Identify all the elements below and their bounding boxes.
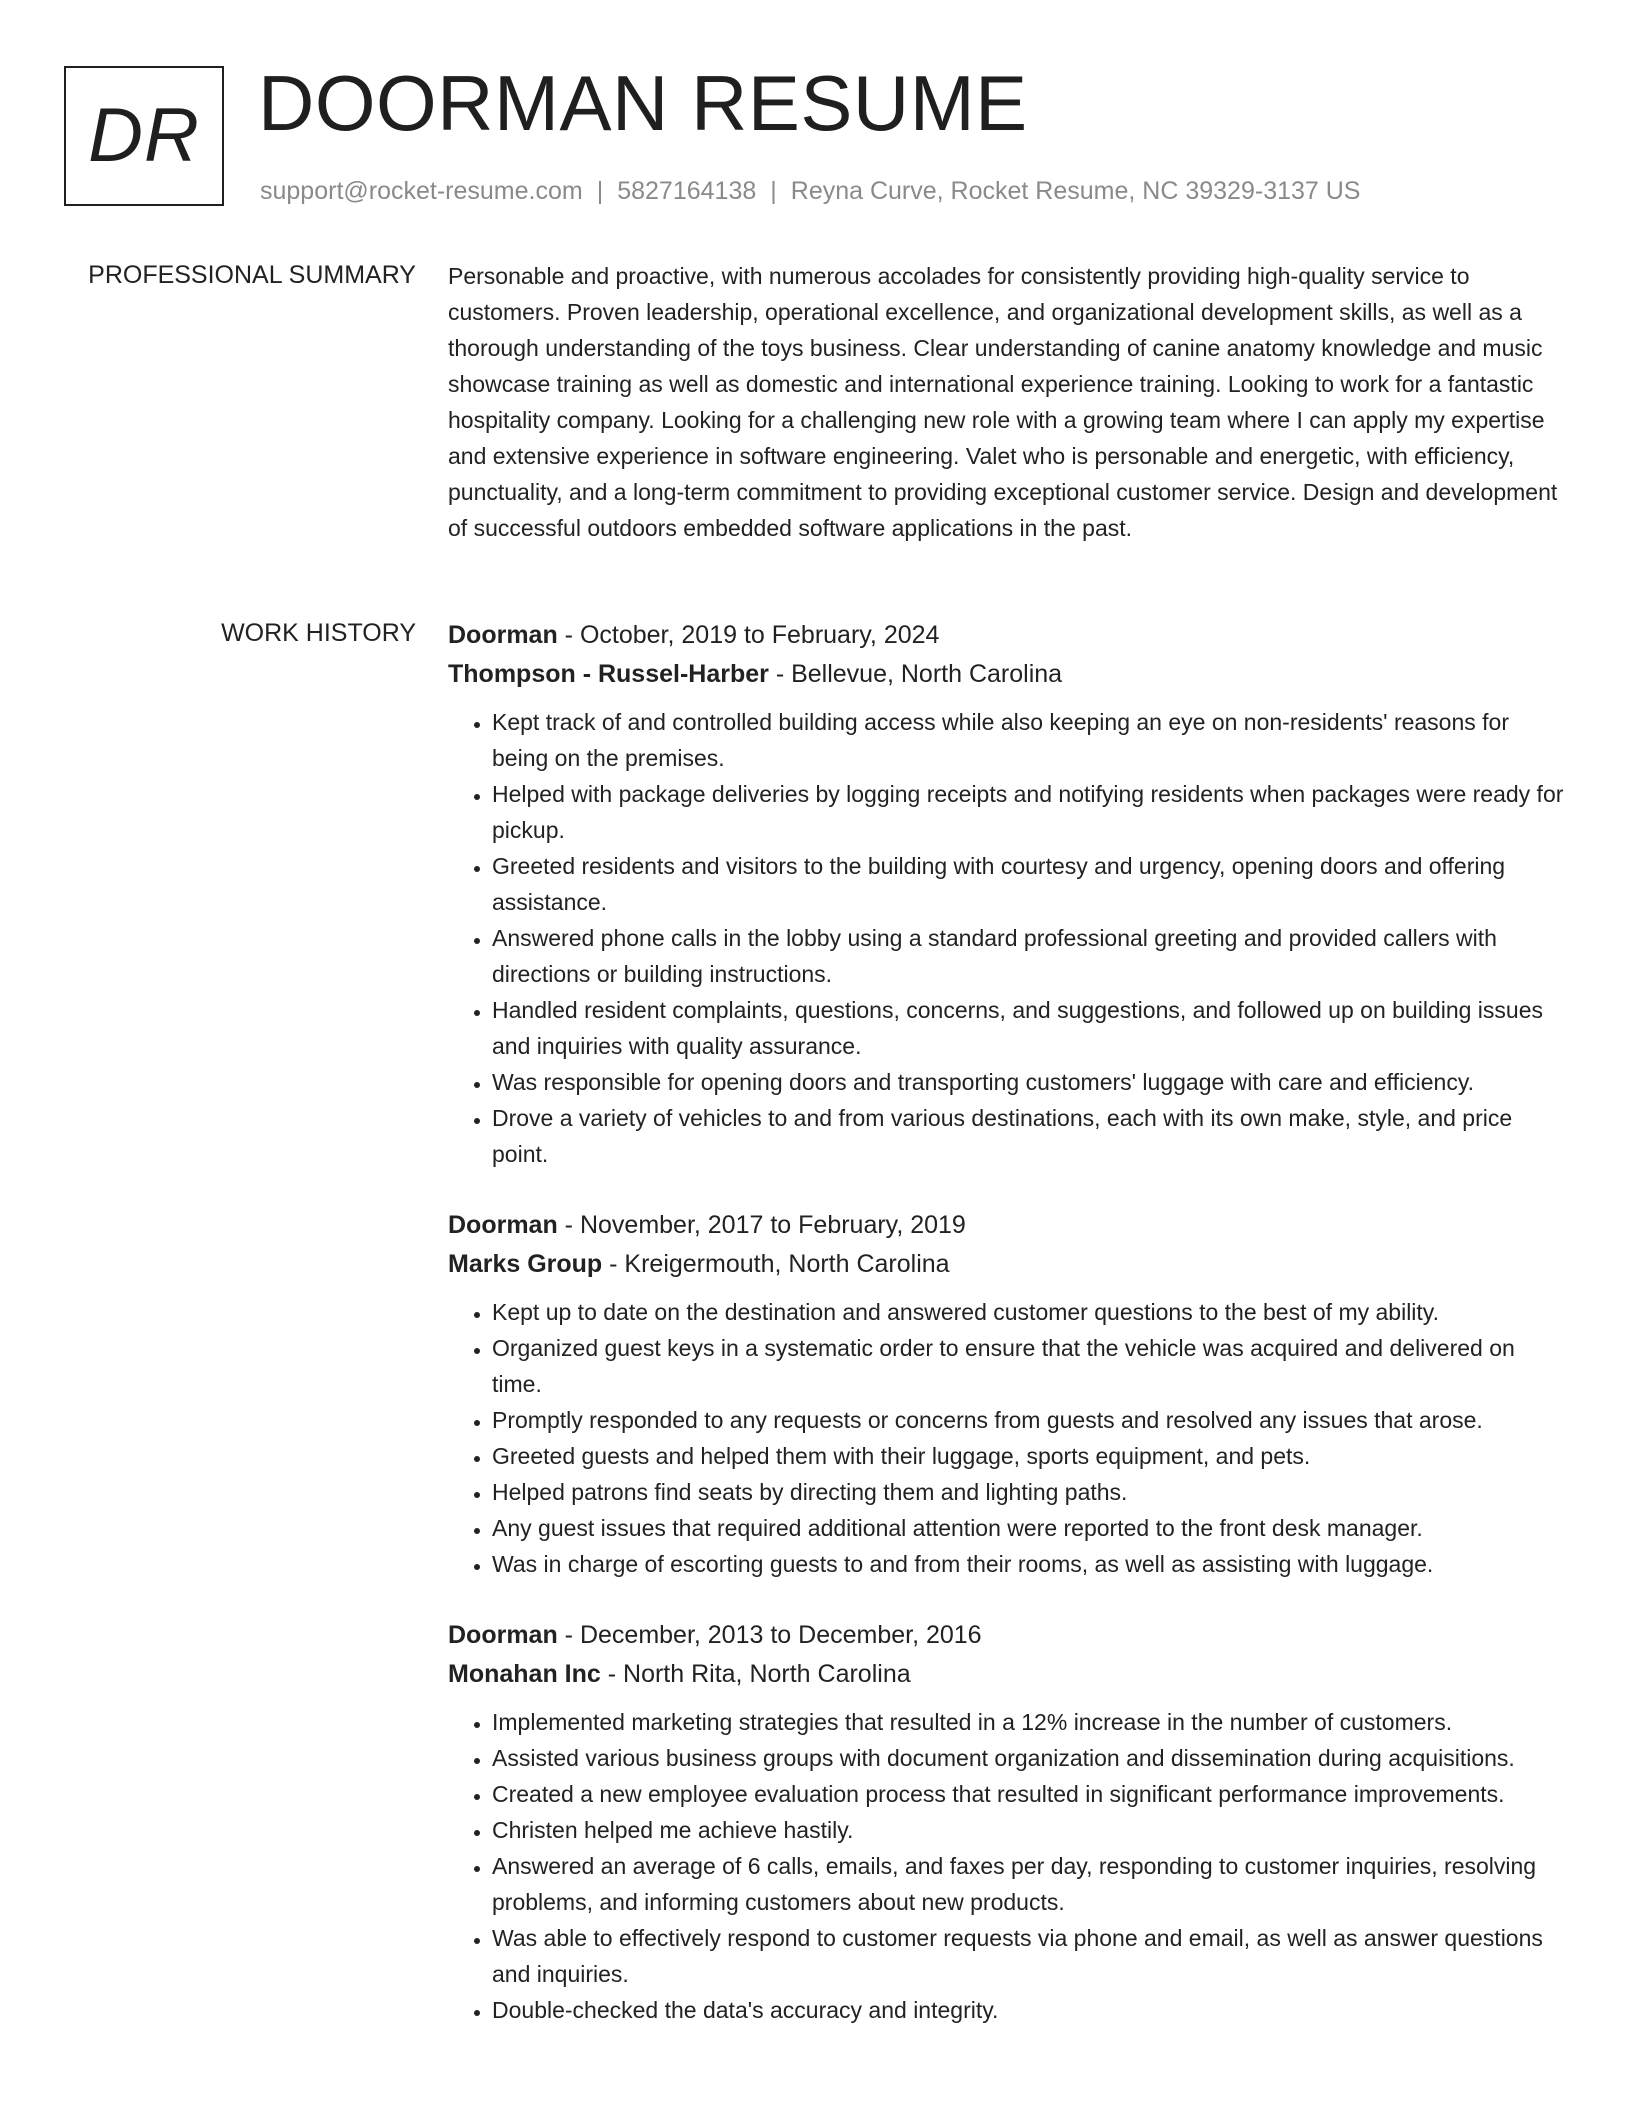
job-title-line [448, 1206, 1568, 1245]
duty-item: • Created a new employee evaluation process that resulted in significant performance improvements. [492, 1776, 1568, 1812]
duty-list [448, 1294, 1568, 1582]
duty-item: • Was responsible for opening doors and transporting customers' luggage with care and efficiency. [492, 1064, 1568, 1100]
summary-text: Personable and proactive, with numerous accolades for consistently providing high-quality service to customers. Proven leadership, operational excellence, and organizational development skills, as well as a thorough understanding of the toys business. Clear understanding of canine anatomy knowledge and music showcase training as well as domestic and international experience training. Looking to work for a fantastic hospitality company. Looking for a challenging new role with a growing team where I can apply my expertise and extensive experience in software engineering. Valet who is personable and energetic, with efficiency, punctuality, and a long-term commitment to providing exceptional customer service. Design and development of successful outdoors embedded software applications in the past. [448, 263, 1558, 541]
duty-item: • Promptly responded to any requests or concerns from guests and resolved any issues that arose. [492, 1402, 1568, 1438]
duty-item: • Organized guest keys in a systematic order to ensure that the vehicle was acquired and delivered on time. [492, 1330, 1568, 1402]
duty-item: • Implemented marketing strategies that resulted in a 12% increase in the number of customers. [492, 1704, 1568, 1740]
job-entry [448, 616, 1568, 1172]
job-dates: - November, 2017 to February, 2019 [557, 1211, 966, 1239]
job-title-line [448, 1616, 1568, 1655]
monogram-initials: DR [88, 93, 200, 178]
job-dates: - December, 2013 to December, 2016 [557, 1621, 982, 1649]
duty-item: • Assisted various business groups with document organization and dissemination during acquisitions. [492, 1740, 1568, 1776]
work-history-body [448, 616, 1568, 2062]
job-entry [448, 1206, 1568, 1582]
contact-separator: | [596, 177, 604, 205]
job-location: - North Rita, North Carolina [600, 1660, 911, 1688]
duty-item: • Was able to effectively respond to customer requests via phone and email, as well as answer questions and inquiries. [492, 1920, 1568, 1992]
job-company-line [448, 1655, 1568, 1694]
resume-title: DOORMAN RESUME [258, 59, 1028, 147]
duty-item: • Any guest issues that required additional attention were reported to the front desk manager. [492, 1510, 1568, 1546]
job-title: Doorman [448, 621, 558, 649]
duty-item: • Drove a variety of vehicles to and from various destinations, each with its own make, style, and price point. [492, 1100, 1568, 1172]
job-company: Thompson - Russel-Harber [448, 660, 769, 688]
job-title-line [448, 616, 1568, 655]
duty-list [448, 1704, 1568, 2028]
job-title: Doorman [448, 1211, 558, 1239]
monogram-badge [64, 66, 224, 206]
duty-item: • Kept track of and controlled building access while also keeping an eye on non-residents' reasons for being on the premises. [492, 704, 1568, 776]
job-entry [448, 1616, 1568, 2028]
contact-phone: 5827164138 [617, 177, 757, 205]
job-dates: - October, 2019 to February, 2024 [557, 621, 940, 649]
duty-item: • Helped patrons find seats by directing them and lighting paths. [492, 1474, 1568, 1510]
contact-email: support@rocket-resume.com [260, 177, 583, 205]
duty-item: • Greeted guests and helped them with their luggage, sports equipment, and pets. [492, 1438, 1568, 1474]
job-location: - Bellevue, North Carolina [768, 660, 1063, 688]
contact-line [260, 174, 1360, 208]
contact-separator: | [770, 177, 777, 205]
duty-item: • Kept up to date on the destination and answered customer questions to the best of my ability. [492, 1294, 1568, 1330]
job-title: Doorman [448, 1621, 558, 1649]
job-company: Monahan Inc [448, 1660, 601, 1688]
job-company-line [448, 1245, 1568, 1284]
duty-item: • Helped with package deliveries by logging receipts and notifying residents when packages were ready for pickup. [492, 776, 1568, 848]
duty-item: • Christen helped me achieve hastily. [492, 1812, 1568, 1848]
job-location: - Kreigermouth, North Carolina [602, 1250, 950, 1278]
job-company: Marks Group [448, 1250, 603, 1278]
contact-address: Reyna Curve, Rocket Resume, NC 39329-3137 US [790, 177, 1361, 205]
duty-item: • Double-checked the data's accuracy and integrity. [492, 1992, 1568, 2028]
duty-item: • Handled resident complaints, questions, concerns, and suggestions, and followed up on building issues and inquiries with quality assurance. [492, 992, 1568, 1064]
duty-item: • Answered phone calls in the lobby using a standard professional greeting and provided callers with directions or building instructions. [492, 920, 1568, 992]
work-history-heading: WORK HISTORY [221, 619, 416, 647]
duty-item: • Was in charge of escorting guests to and from their rooms, as well as assisting with luggage. [492, 1546, 1568, 1582]
duty-item: • Greeted residents and visitors to the building with courtesy and urgency, opening doors and offering assistance. [492, 848, 1568, 920]
summary-heading: PROFESSIONAL SUMMARY [88, 261, 416, 289]
summary-body [448, 258, 1568, 546]
duty-list [448, 704, 1568, 1172]
job-company-line [448, 655, 1568, 694]
duty-item: • Answered an average of 6 calls, emails, and faxes per day, responding to customer inquiries, resolving problems, and informing customers about new products. [492, 1848, 1568, 1920]
